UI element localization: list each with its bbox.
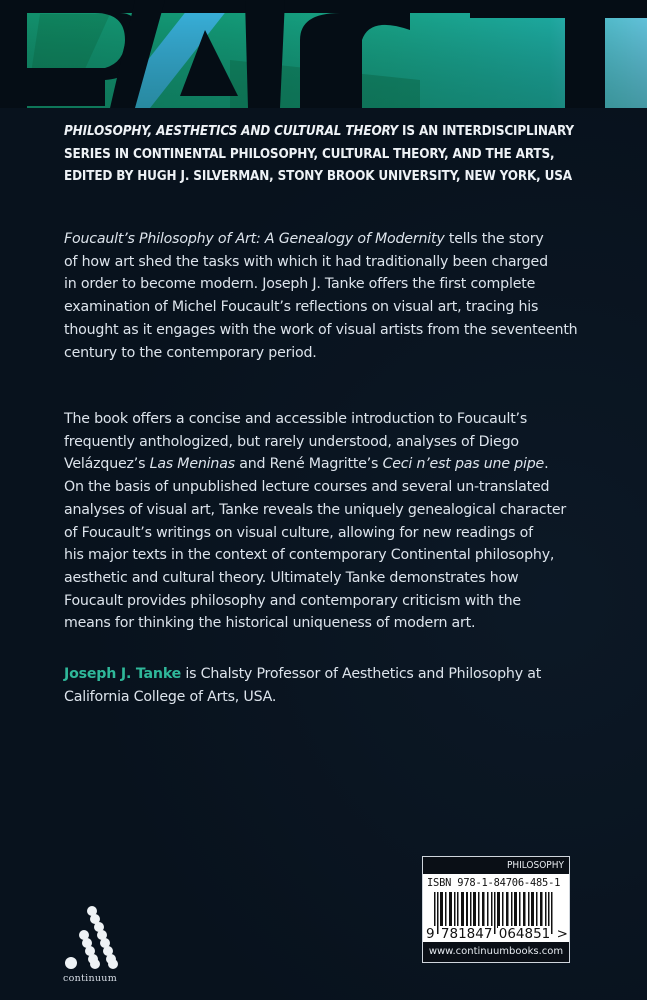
pact-letters-graphic — [0, 0, 647, 108]
isbn-barcode-box — [422, 856, 570, 963]
publisher-wordmark: continuum — [62, 973, 118, 984]
publisher-website: www.continuumbooks.com — [423, 942, 569, 962]
subject-category: PHILOSOPHY — [423, 857, 569, 874]
series-title: PHILOSOPHY, AESTHETICS AND CULTURAL THEORY — [64, 124, 399, 139]
continuum-logo-icon — [60, 905, 120, 971]
barcode-digits: 9 781847 064851 > — [426, 926, 568, 942]
author-name: Joseph J. Tanke — [64, 666, 182, 682]
series-banner-pact — [0, 0, 647, 108]
description-paragraph-2: The book offers a concise and accessible introduction to Foucault’s frequently anthologized, but rarely understood, analyses of Diego Velázquez’s Las Meninas and René Magritte’s Ceci n’est pas une pipe. On the basis of unpublished lecture courses and several un-translated analyses of visual art, Tanke reveals the uniquely genealogical character of Foucault’s writings on visual culture, allowing for new readings of his major texts in the context of contemporary Continental philosophy, aesthetic and cultural theory. Ultimately Tanke demonstrates how Foucault provides philosophy and contemporary criticism with the means for thinking the historical uniqueness of modern art. — [64, 411, 567, 632]
artwork-title-las-meninas: Las Meninas — [149, 456, 235, 473]
artwork-title-ceci: Ceci n’est pas une pipe — [382, 456, 545, 473]
series-statement: PHILOSOPHY, AESTHETICS AND CULTURAL THEORY IS AN INTERDISCIPLINARY SERIES IN CONTINENTAL PHILOSOPHY, CULTURAL THEORY, AND THE ARTS, EDITED BY HUGH J. SILVERMAN, STONY BROOK UNIVERSITY, NEW YORK, USA — [64, 124, 574, 184]
continuum-logo — [60, 905, 120, 984]
description-paragraph-1: Foucault’s Philosophy of Art: A Genealogy of Modernity tells the story of how art shed the tasks with which it had traditionally been charged in order to become modern. Joseph J. Tanke offers the first complete examination of Michel Foucault’s reflections on visual art, tracing his thought as it engages with the work of visual artists from the seventeenth century to the contemporary period. — [64, 231, 578, 361]
isbn-text: ISBN 978-1-84706-485-1 — [427, 877, 561, 889]
author-bio: Joseph J. Tanke is Chalsty Professor of Aesthetics and Philosophy at California College of Arts, USA. — [64, 666, 542, 705]
book-title: Foucault’s Philosophy of Art: A Genealogy of Modernity — [64, 231, 445, 247]
